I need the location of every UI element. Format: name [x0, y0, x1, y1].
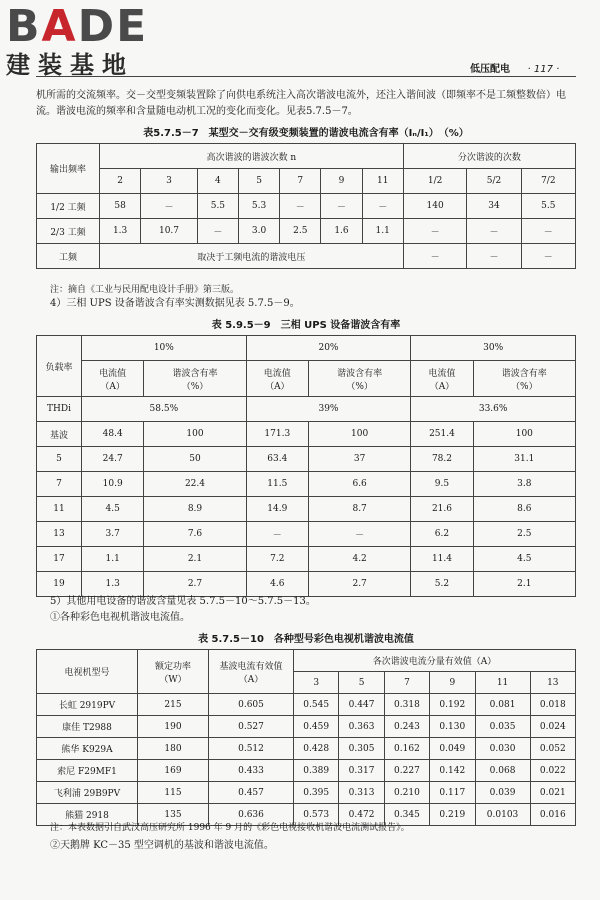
table3 — [36, 649, 576, 826]
cell: 10.9 — [82, 472, 144, 497]
table-row — [37, 522, 576, 547]
cell: 0.016 — [530, 804, 575, 826]
table1-caption: 表5.7.5－7 某型交－交有级变频装置的谐波电流含有率（Iₙ/I₁） （%） — [143, 128, 469, 139]
cell: 1.3 — [100, 219, 141, 244]
cell: 37 — [308, 447, 410, 472]
table-row — [37, 447, 576, 472]
item5-text: 5）其他用电设备的谐波含量见表 5.7.5－10～5.7.5－13。 — [50, 596, 316, 607]
logo-wordmark: BADE — [6, 1, 149, 52]
cell: 0.210 — [384, 782, 429, 804]
cell: 5.2 — [411, 572, 473, 597]
table-row — [37, 716, 576, 738]
cell: 0.545 — [294, 694, 339, 716]
cell: － — [467, 219, 521, 244]
row-label: 工频 — [37, 244, 100, 269]
table1-col-header: 5 — [238, 169, 279, 194]
cell: 0.318 — [384, 694, 429, 716]
cell: 50 — [144, 447, 246, 472]
cell: 24.7 — [82, 447, 144, 472]
table-row — [37, 497, 576, 522]
row-label: 17 — [37, 547, 82, 572]
cell: 7.2 — [246, 547, 308, 572]
cell: 39% — [246, 397, 411, 422]
table-row — [37, 472, 576, 497]
table-row — [37, 219, 576, 244]
table1-col-header: 1/2 — [403, 169, 467, 194]
cell: 58.5% — [82, 397, 247, 422]
table1-col-header: 3 — [141, 169, 198, 194]
cell: 0.573 — [294, 804, 339, 826]
table1-group-high: 高次谐波的谐波次数 n — [100, 144, 404, 169]
subheader-rate: 谐波含有率 （%） — [144, 361, 246, 397]
table3-order-header: 3 — [294, 672, 339, 694]
section-title: 低压配电 — [470, 64, 510, 75]
cell: 1.6 — [321, 219, 362, 244]
subheader-rate: 谐波含有率 （%） — [308, 361, 410, 397]
cell: 0.052 — [530, 738, 575, 760]
cell: 58 — [100, 194, 141, 219]
cell: 0.192 — [430, 694, 475, 716]
cell: 140 — [403, 194, 467, 219]
cell: 2.1 — [144, 547, 246, 572]
table3-order-header: 7 — [384, 672, 429, 694]
cell: 0.024 — [530, 716, 575, 738]
table3-base-header: 基波电流有效值 （A） — [209, 650, 294, 694]
cell: 0.527 — [209, 716, 294, 738]
cell: 7.6 — [144, 522, 246, 547]
cell: 0.472 — [339, 804, 384, 826]
row-label: 基波 — [37, 422, 82, 447]
cell: 0.035 — [475, 716, 530, 738]
cell: 6.6 — [308, 472, 410, 497]
cell: 0.363 — [339, 716, 384, 738]
cell: 0.117 — [430, 782, 475, 804]
cell: 0.142 — [430, 760, 475, 782]
table-row — [37, 572, 576, 597]
row-label: 13 — [37, 522, 82, 547]
cell: 0.162 — [384, 738, 429, 760]
table1-col-header: 2 — [100, 169, 141, 194]
table1-col-header: 9 — [321, 169, 362, 194]
table3-note: 注：本表数据引自武汉高压研究所 1996 年 9 月的《彩色电视接收机谐波电流测试报告》。 — [50, 823, 410, 833]
cell: － — [521, 219, 575, 244]
cell: 0.081 — [475, 694, 530, 716]
cell: 33.6% — [411, 397, 576, 422]
table2-corner: 负载率 — [37, 336, 82, 397]
cell: 索尼 F29MF1 — [37, 760, 138, 782]
cell: － — [467, 244, 521, 269]
table1-col-header: 11 — [362, 169, 403, 194]
cell: 0.022 — [530, 760, 575, 782]
cell: 0.457 — [209, 782, 294, 804]
cell: 21.6 — [411, 497, 473, 522]
cell: 2.7 — [308, 572, 410, 597]
table3-order-header: 13 — [530, 672, 575, 694]
cell: 0.459 — [294, 716, 339, 738]
cell: 0.049 — [430, 738, 475, 760]
cell: 22.4 — [144, 472, 246, 497]
row-label: 7 — [37, 472, 82, 497]
cell: 11.4 — [411, 547, 473, 572]
cell: － — [197, 219, 238, 244]
table-row — [37, 244, 576, 269]
cell: 1.1 — [362, 219, 403, 244]
cell: 31.1 — [473, 447, 575, 472]
cell: 4.5 — [82, 497, 144, 522]
cell: 0.605 — [209, 694, 294, 716]
cell: － — [308, 522, 410, 547]
cell: 48.4 — [82, 422, 144, 447]
cell: － — [403, 244, 467, 269]
table2-group: 30% — [411, 336, 576, 361]
table1-corner: 输出频率 — [37, 144, 100, 194]
table3-order-header: 5 — [339, 672, 384, 694]
cell: 180 — [138, 738, 209, 760]
table-row — [37, 738, 576, 760]
cell: 14.9 — [246, 497, 308, 522]
page-number: · 117 · — [527, 64, 560, 75]
table1-col-header: 7 — [280, 169, 321, 194]
cell: 0.317 — [339, 760, 384, 782]
subheader-current: 电流值 （A） — [246, 361, 308, 397]
cell: 2.7 — [144, 572, 246, 597]
cell: 0.030 — [475, 738, 530, 760]
cell: － — [280, 194, 321, 219]
cell: 3.8 — [473, 472, 575, 497]
cell: 115 — [138, 782, 209, 804]
table1-col-header: 4 — [197, 169, 238, 194]
item5-sub2: ②天鹅牌 KC－35 型空调机的基波和谐波电流值。 — [50, 840, 274, 851]
cell: 0.227 — [384, 760, 429, 782]
header-rule — [36, 76, 576, 77]
table3-order-header: 9 — [430, 672, 475, 694]
cell: 0.345 — [384, 804, 429, 826]
table1 — [36, 143, 576, 269]
cell: 0.243 — [384, 716, 429, 738]
cell: 2.5 — [280, 219, 321, 244]
cell: 0.0103 — [475, 804, 530, 826]
cell: 9.5 — [411, 472, 473, 497]
cell: 215 — [138, 694, 209, 716]
cell: 熊华 K929A — [37, 738, 138, 760]
row-label: 11 — [37, 497, 82, 522]
table-row — [37, 547, 576, 572]
cell: 251.4 — [411, 422, 473, 447]
cell: 0.433 — [209, 760, 294, 782]
running-head — [470, 60, 573, 75]
cell: － — [403, 219, 467, 244]
cell: 0.395 — [294, 782, 339, 804]
cell: 10.7 — [141, 219, 198, 244]
row-label: 2/3 工频 — [37, 219, 100, 244]
cell: 0.512 — [209, 738, 294, 760]
cell: 0.313 — [339, 782, 384, 804]
cell: 飞利浦 29B9PV — [37, 782, 138, 804]
table-row — [37, 782, 576, 804]
subheader-rate: 谐波含有率 （%） — [473, 361, 575, 397]
table1-col-header: 5/2 — [467, 169, 521, 194]
cell: 100 — [308, 422, 410, 447]
table2 — [36, 335, 576, 597]
cell: 5.5 — [521, 194, 575, 219]
cell: 0.389 — [294, 760, 339, 782]
table2-group: 10% — [82, 336, 247, 361]
cell: 3.0 — [238, 219, 279, 244]
table-row — [37, 194, 576, 219]
bade-logo — [6, 1, 149, 79]
cell: 0.447 — [339, 694, 384, 716]
cell: 5.3 — [238, 194, 279, 219]
cell: 0.130 — [430, 716, 475, 738]
item4-text: 4）三相 UPS 设备谐波含有率实测数据见表 5.7.5－9。 — [50, 298, 300, 309]
table3-model-header: 电视机型号 — [37, 650, 138, 694]
cell: 1.1 — [82, 547, 144, 572]
cell: － — [141, 194, 198, 219]
cell: 康佳 T2988 — [37, 716, 138, 738]
cell: 4.6 — [246, 572, 308, 597]
cell: － — [246, 522, 308, 547]
row-label: 19 — [37, 572, 82, 597]
cell: 0.021 — [530, 782, 575, 804]
merged-cell: 取决于工频电流的谐波电压 — [100, 244, 404, 269]
cell: 0.018 — [530, 694, 575, 716]
cell: 100 — [473, 422, 575, 447]
cell: － — [321, 194, 362, 219]
cell: 11.5 — [246, 472, 308, 497]
subheader-current: 电流值 （A） — [82, 361, 144, 397]
cell: － — [521, 244, 575, 269]
cell: 4.2 — [308, 547, 410, 572]
cell: 2.5 — [473, 522, 575, 547]
cell: 34 — [467, 194, 521, 219]
cell: 6.2 — [411, 522, 473, 547]
cell: 135 — [138, 804, 209, 826]
cell: 3.7 — [82, 522, 144, 547]
table-row — [37, 760, 576, 782]
table2-caption: 表 5.9.5－9 三相 UPS 设备谐波含有率 — [211, 320, 401, 331]
table1-group-sub: 分次谐波的次数 — [403, 144, 575, 169]
cell: 0.428 — [294, 738, 339, 760]
subheader-current: 电流值 （A） — [411, 361, 473, 397]
row-label: 5 — [37, 447, 82, 472]
row-label: THDi — [37, 397, 82, 422]
table-row — [37, 694, 576, 716]
cell: － — [362, 194, 403, 219]
cell: 0.039 — [475, 782, 530, 804]
item5-sub1: ①各种彩色电视机谐波电流值。 — [50, 612, 190, 623]
table3-power-header: 额定功率 （W） — [138, 650, 209, 694]
cell: 100 — [144, 422, 246, 447]
cell: 0.636 — [209, 804, 294, 826]
table3-group-header: 各次谐波电流分量有效值（A） — [294, 650, 576, 672]
table1-note: 注：摘自《工业与民用配电设计手册》第三版。 — [50, 285, 240, 295]
row-label: 1/2 工频 — [37, 194, 100, 219]
cell: 1.3 — [82, 572, 144, 597]
cell: 63.4 — [246, 447, 308, 472]
logo-subtitle: 建装基地 — [6, 51, 134, 79]
table3-caption: 表 5.7.5－10 各种型号彩色电视机谐波电流值 — [198, 634, 414, 645]
cell: 169 — [138, 760, 209, 782]
cell: 171.3 — [246, 422, 308, 447]
cell: 2.1 — [473, 572, 575, 597]
cell: 8.6 — [473, 497, 575, 522]
table2-group: 20% — [246, 336, 411, 361]
cell: 0.305 — [339, 738, 384, 760]
cell: 0.068 — [475, 760, 530, 782]
cell: 5.5 — [197, 194, 238, 219]
intro-paragraph: 机所需的交流频率。交－交型变频装置除了向供电系统注入高次谐波电流外，还注入谐间波（即频率不是工频整数倍）电流。谐波电流的频率和含量随电动机工况的变化而变化。见表5.7.5－7。 — [36, 90, 566, 117]
cell: 8.7 — [308, 497, 410, 522]
cell: 78.2 — [411, 447, 473, 472]
cell: 长虹 2919PV — [37, 694, 138, 716]
cell: 0.219 — [430, 804, 475, 826]
table-row — [37, 422, 576, 447]
cell: 4.5 — [473, 547, 575, 572]
table1-col-header: 7/2 — [521, 169, 575, 194]
cell: 8.9 — [144, 497, 246, 522]
thdi-row — [37, 397, 576, 422]
cell: 熊猫 2918 — [37, 804, 138, 826]
cell: 190 — [138, 716, 209, 738]
table3-order-header: 11 — [475, 672, 530, 694]
